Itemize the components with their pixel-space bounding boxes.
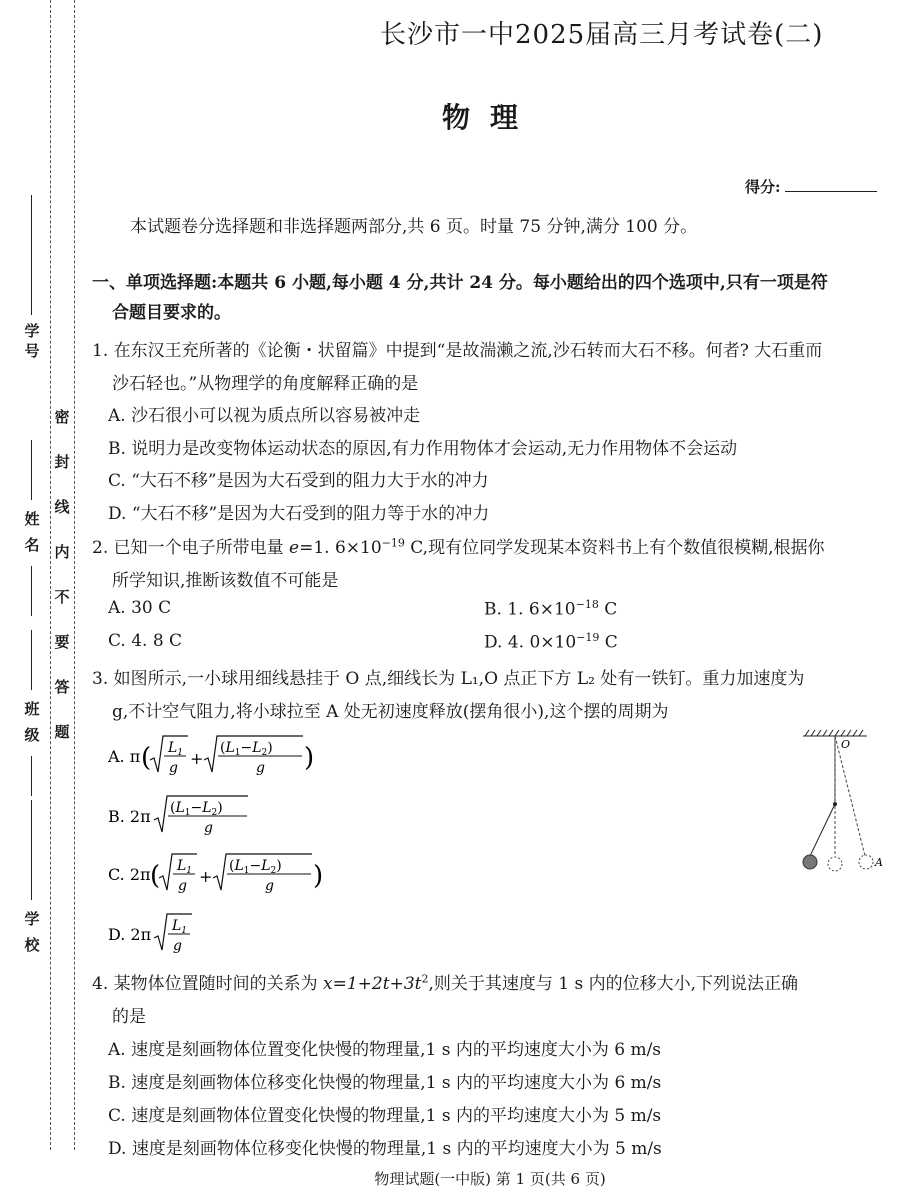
q4-stem-line2: 的是: [112, 1007, 146, 1027]
svg-text:g: g: [173, 938, 182, 954]
score-field[interactable]: [745, 176, 877, 197]
ball-ghost-left: [828, 857, 842, 871]
svg-text:D. 2π: D. 2π: [108, 925, 152, 944]
ball: [803, 855, 817, 869]
svg-text:): ): [304, 743, 315, 773]
q4-option-d: D. 速度是刻画物体位移变化快慢的物理量,1 s 内的平均速度大小为 5 m/s: [108, 1139, 662, 1159]
svg-text:B. 2π: B. 2π: [108, 807, 151, 826]
svg-text:g: g: [178, 878, 187, 894]
page-footer: 物理试题(一中版) 第 1 页(共 6 页): [374, 1170, 606, 1188]
score-label: 得分:: [745, 178, 781, 196]
svg-text:C. 2π: C. 2π: [108, 865, 151, 884]
q1-stem-line2: 沙石轻也。”从物理学的角度解释正确的是: [112, 374, 419, 394]
svg-text:L1: $L_1$: [168, 740, 184, 758]
svg-text:g: g: [256, 760, 265, 776]
q3-option-b-formula: [108, 792, 308, 840]
q4-option-b: B. 速度是刻画物体位移变化快慢的物理量,1 s 内的平均速度大小为 6 m/s: [108, 1073, 662, 1093]
q3-option-b: [108, 792, 308, 844]
svg-text:L1: $L_1$: [172, 918, 188, 936]
seal-notice: 密 封 线 内 不 要 答 题: [54, 408, 70, 741]
svg-text:(: (: [141, 743, 152, 773]
q3-stem-line2: g,不计空气阻力,将小球拉至 A 处无初速度释放(摆角很小),这个摆的周期为: [112, 702, 669, 722]
q3-option-c-formula: [108, 850, 348, 898]
q3-option-a: [108, 732, 348, 784]
q3-stem-line1: 3. 如图所示,一小球用细线悬挂于 O 点,细线长为 L₁,O 点正下方 L₂ 处有一铁钉。重力加速度为: [92, 669, 805, 689]
q1-stem-line1: 1. 在东汉王充所著的《论衡・状留篇》中提到“是故湍濑之流,沙石转而大石不移。何者? 大石重而: [92, 341, 823, 361]
q3-option-a-formula: [108, 732, 348, 780]
svg-text:+: +: [199, 867, 213, 886]
q1-option-a: A. 沙石很小可以视为质点所以容易被冲走: [108, 406, 421, 426]
ball-ghost-right: [859, 855, 873, 869]
point-a-label: A: [875, 856, 883, 869]
svg-text:(L1−L2): $(L_1-L_2)$: [170, 800, 223, 818]
point-o-label: O: [841, 738, 851, 751]
svg-text:L1: $L_1$: [177, 858, 193, 876]
svg-text:g: g: [265, 878, 274, 894]
q2-option-b: B. 1. $6\times 10^{-18}$ C: [484, 598, 618, 620]
svg-text:(: (: [150, 861, 161, 891]
section-heading: [92, 268, 892, 328]
svg-text:g: g: [169, 760, 178, 776]
q4-stem-line1: 4. 某物体位置随时间的关系为 $x=1+2t+3t^2$,则关于其速度与 1 s 内的位移大小,下列说法正确: [92, 972, 799, 994]
q1-option-c: C. “大石不移”是因为大石受到的阻力大于水的冲力: [108, 471, 489, 491]
exam-intro: 本试题卷分选择题和非选择题两部分,共 6 页。时量 75 分钟,满分 100 分。: [130, 217, 698, 237]
ceiling-hatch: [803, 730, 867, 736]
binding-line-outer: [50, 0, 51, 1150]
school-field[interactable]: 学 校: [22, 800, 42, 980]
svg-text:(L1−L2): $(L_1-L_2)$: [229, 858, 282, 876]
q3-option-d-formula: [108, 910, 228, 958]
pendulum-figure: [795, 728, 890, 878]
q1-option-d: D. “大石不移”是因为大石受到的阻力等于水的冲力: [108, 504, 490, 524]
q2-option-d: D. 4. $0\times 10^{-19}$ C: [484, 631, 618, 653]
svg-text:A. π: A. π: [108, 747, 141, 766]
q4-option-c: C. 速度是刻画物体位置变化快慢的物理量,1 s 内的平均速度大小为 5 m/s: [108, 1106, 662, 1126]
student-no-field[interactable]: 学 号: [22, 195, 42, 375]
section-heading-line1: 一、单项选择题:本题共 6 小题,每小题 4 分,共计 24 分。每小题给出的四个选项中,只有一项是符: [92, 273, 828, 293]
q2-option-c: C. 4. 8 C: [108, 631, 183, 651]
svg-text:+: +: [190, 749, 204, 768]
subject-title: 物理: [441, 101, 538, 134]
name-field[interactable]: 姓 名: [22, 440, 42, 620]
class-field[interactable]: 班 级: [22, 630, 42, 790]
q3-option-c: [108, 850, 348, 902]
section-heading-line2: 合题目要求的。: [112, 303, 231, 323]
string-lower: [810, 804, 835, 856]
q1-option-b: B. 说明力是改变物体运动状态的原因,有力作用物体才会运动,无力作用物体不会运动: [108, 439, 738, 459]
exam-title: 长沙市一中2025届高三月考试卷(二): [380, 20, 824, 50]
svg-text:): ): [313, 861, 324, 891]
string-dashed-to-a: [835, 736, 865, 856]
q3-option-d: [108, 910, 228, 962]
score-blank[interactable]: [785, 191, 877, 192]
q4-option-a: A. 速度是刻画物体位置变化快慢的物理量,1 s 内的平均速度大小为 6 m/s: [108, 1040, 662, 1060]
binding-line-inner: [74, 0, 75, 1150]
svg-text:(L1−L2): $(L_1-L_2)$: [220, 740, 273, 758]
q2-stem-line1: 2. 已知一个电子所带电量 e=1. $6\times 10^{-19}$ C,现有位同学发现某本资料书上有个数值很模糊,根据你: [92, 536, 825, 558]
svg-text:g: g: [204, 820, 213, 836]
q2-stem-line2: 所学知识,推断该数值不可能是: [112, 571, 339, 591]
q2-option-a: A. 30 C: [108, 598, 172, 618]
